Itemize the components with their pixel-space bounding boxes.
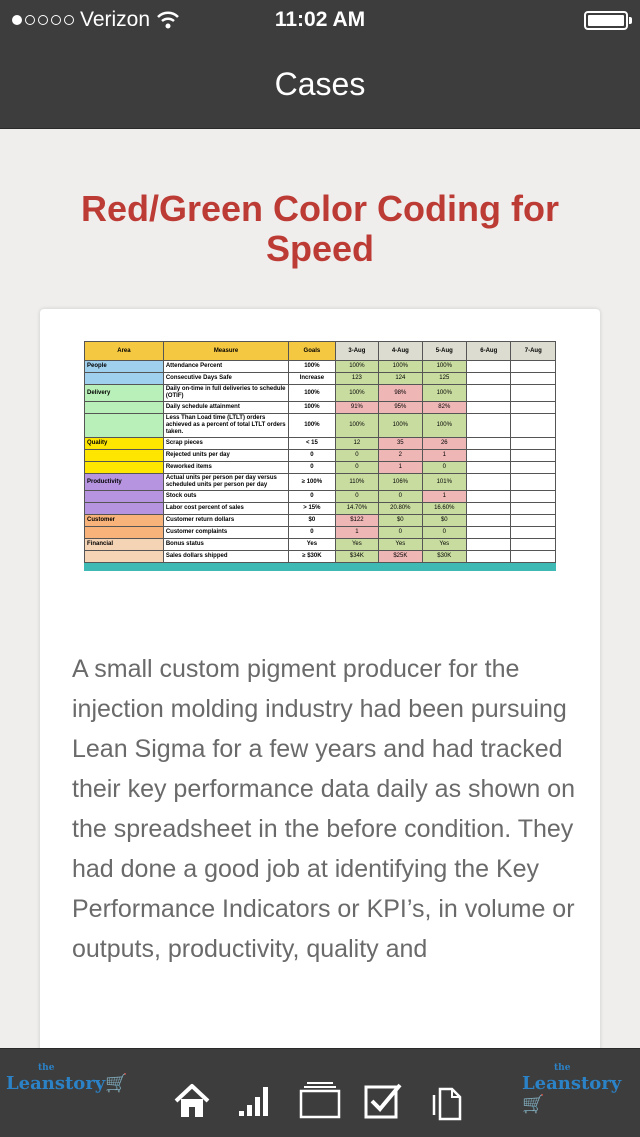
kpi-empty-cell (467, 515, 511, 527)
kpi-empty-cell (511, 539, 556, 551)
kpi-empty-cell (467, 385, 511, 402)
kpi-goal-cell: 100% (289, 385, 335, 402)
kpi-value-cell: 16.60% (422, 503, 466, 515)
kpi-goal-cell: 0 (289, 462, 335, 474)
kpi-goal-cell: ≥ $30K (289, 551, 335, 563)
kpi-value-cell: 82% (422, 402, 466, 414)
kpi-measure-cell: Consecutive Days Safe (163, 373, 288, 385)
kpi-goal-cell: Yes (289, 539, 335, 551)
kpi-empty-cell (511, 515, 556, 527)
kpi-value-cell: 1 (379, 462, 422, 474)
kpi-row (85, 361, 556, 373)
kpi-goal-cell: ≥ 100% (289, 474, 335, 491)
status-bar (0, 0, 640, 40)
kpi-empty-cell (511, 491, 556, 503)
kpi-header-cell: 3-Aug (335, 342, 378, 361)
kpi-area-cell (85, 503, 164, 515)
page-title: Cases (274, 66, 366, 102)
kpi-value-cell: $122 (335, 515, 378, 527)
tab-stats[interactable] (236, 1081, 280, 1125)
battery-icon (584, 11, 628, 30)
spreadsheet-footer-bar (84, 563, 556, 571)
kpi-empty-cell (511, 373, 556, 385)
kpi-value-cell: 0 (379, 491, 422, 503)
kpi-measure-cell: Actual units per person per day versus scheduled units per person per day (163, 474, 288, 491)
kpi-measure-cell: Sales dollars shipped (163, 551, 288, 563)
kpi-value-cell: $34K (335, 551, 378, 563)
kpi-value-cell: 95% (379, 402, 422, 414)
kpi-empty-cell (467, 503, 511, 515)
kpi-value-cell: 101% (422, 474, 466, 491)
tab-home[interactable] (172, 1081, 216, 1125)
kpi-empty-cell (467, 414, 511, 438)
kpi-measure-cell: Daily on-time in full deliveries to schedule (OTIF) (163, 385, 288, 402)
kpi-empty-cell (511, 474, 556, 491)
carrier-name: Verizon (80, 8, 151, 31)
kpi-header-cell: Goals (289, 342, 335, 361)
kpi-area-cell: Financial (85, 539, 164, 551)
article-title: Red/Green Color Coding for Speed (80, 188, 559, 269)
kpi-area-cell (85, 402, 164, 414)
kpi-spreadsheet-image (84, 341, 556, 571)
kpi-empty-cell (511, 527, 556, 539)
kpi-area-cell: People (85, 361, 164, 373)
kpi-row (85, 515, 556, 527)
kpi-value-cell: 100% (335, 361, 378, 373)
kpi-value-cell: 0 (422, 462, 466, 474)
kpi-empty-cell (467, 491, 511, 503)
kpi-empty-cell (511, 551, 556, 563)
bar-chart-icon (236, 1081, 276, 1121)
kpi-empty-cell (511, 402, 556, 414)
kpi-header-cell: 7-Aug (511, 342, 556, 361)
kpi-empty-cell (511, 438, 556, 450)
kpi-row (85, 450, 556, 462)
stacked-pages-icon (298, 1081, 342, 1121)
kpi-value-cell: 100% (335, 414, 378, 438)
kpi-value-cell: 1 (335, 527, 378, 539)
kpi-header-cell: 4-Aug (379, 342, 422, 361)
kpi-area-cell: Customer (85, 515, 164, 527)
kpi-empty-cell (467, 438, 511, 450)
kpi-value-cell: 100% (422, 361, 466, 373)
kpi-header-cell: 5-Aug (422, 342, 466, 361)
kpi-empty-cell (467, 402, 511, 414)
tab-checklist[interactable] (362, 1081, 406, 1125)
kpi-empty-cell (467, 361, 511, 373)
kpi-value-cell: 100% (379, 414, 422, 438)
kpi-value-cell: 26 (422, 438, 466, 450)
kpi-measure-cell: Scrap pieces (163, 438, 288, 450)
kpi-value-cell: 0 (335, 450, 378, 462)
tab-cases[interactable] (298, 1081, 342, 1125)
kpi-measure-cell: Labor cost percent of sales (163, 503, 288, 515)
kpi-area-cell (85, 527, 164, 539)
kpi-row (85, 551, 556, 563)
kpi-measure-cell: Bonus status (163, 539, 288, 551)
tab-documents[interactable] (428, 1081, 472, 1125)
kpi-goal-cell: 100% (289, 402, 335, 414)
kpi-row (85, 402, 556, 414)
kpi-measure-cell: Daily schedule attainment (163, 402, 288, 414)
navigation-bar (0, 40, 640, 129)
kpi-area-cell (85, 373, 164, 385)
kpi-measure-cell: Rejected units per day (163, 450, 288, 462)
kpi-area-cell (85, 462, 164, 474)
kpi-measure-cell: Reworked items (163, 462, 288, 474)
kpi-value-cell: 125 (422, 373, 466, 385)
kpi-row (85, 414, 556, 438)
kpi-empty-cell (511, 503, 556, 515)
kpi-row (85, 462, 556, 474)
kpi-header-cell: 6-Aug (467, 342, 511, 361)
kpi-measure-cell: Customer return dollars (163, 515, 288, 527)
kpi-empty-cell (511, 462, 556, 474)
kpi-value-cell: 110% (335, 474, 378, 491)
kpi-row (85, 474, 556, 491)
kpi-value-cell: 100% (335, 385, 378, 402)
kpi-value-cell: 20.80% (379, 503, 422, 515)
kpi-value-cell: 106% (379, 474, 422, 491)
kpi-value-cell: 12 (335, 438, 378, 450)
kpi-goal-cell: 0 (289, 491, 335, 503)
kpi-value-cell: 98% (379, 385, 422, 402)
kpi-value-cell: 14.70% (335, 503, 378, 515)
kpi-empty-cell (467, 551, 511, 563)
kpi-area-cell (85, 450, 164, 462)
kpi-goal-cell: Increase (289, 373, 335, 385)
kpi-value-cell: 0 (422, 527, 466, 539)
checkbox-icon (362, 1081, 406, 1121)
kpi-empty-cell (467, 462, 511, 474)
kpi-value-cell: $0 (379, 515, 422, 527)
article-scroll-view[interactable] (0, 129, 640, 1049)
kpi-measure-cell: Less Than Load time (LTLT) orders achieved as a percent of total LTLT orders taken. (163, 414, 288, 438)
kpi-value-cell: 0 (335, 462, 378, 474)
kpi-value-cell: 100% (422, 414, 466, 438)
kpi-empty-cell (467, 539, 511, 551)
kpi-table (84, 341, 556, 563)
kpi-value-cell: Yes (335, 539, 378, 551)
leanstory-logo-left: the Leanstory🛒 (6, 1063, 128, 1094)
kpi-goal-cell: 0 (289, 527, 335, 539)
kpi-goal-cell: < 15 (289, 438, 335, 450)
kpi-value-cell: 123 (335, 373, 378, 385)
kpi-goal-cell: 100% (289, 361, 335, 373)
kpi-area-cell (85, 491, 164, 503)
kpi-goal-cell: 100% (289, 414, 335, 438)
kpi-measure-cell: Customer complaints (163, 527, 288, 539)
kpi-empty-cell (511, 450, 556, 462)
kpi-row (85, 539, 556, 551)
article-card (40, 309, 600, 1049)
kpi-area-cell (85, 414, 164, 438)
kpi-header-cell: Measure (163, 342, 288, 361)
kpi-row (85, 385, 556, 402)
kpi-area-cell: Delivery (85, 385, 164, 402)
kpi-goal-cell: $0 (289, 515, 335, 527)
kpi-empty-cell (467, 450, 511, 462)
kpi-value-cell: 1 (422, 450, 466, 462)
kpi-empty-cell (467, 373, 511, 385)
kpi-empty-cell (511, 385, 556, 402)
kpi-goal-cell: > 15% (289, 503, 335, 515)
home-icon (172, 1081, 212, 1121)
kpi-measure-cell: Attendance Percent (163, 361, 288, 373)
kpi-area-cell: Quality (85, 438, 164, 450)
kpi-value-cell: 0 (335, 491, 378, 503)
kpi-row (85, 438, 556, 450)
kpi-empty-cell (511, 414, 556, 438)
kpi-value-cell: Yes (422, 539, 466, 551)
kpi-value-cell: Yes (379, 539, 422, 551)
kpi-value-cell: 124 (379, 373, 422, 385)
kpi-empty-cell (467, 474, 511, 491)
kpi-row (85, 491, 556, 503)
kpi-value-cell: 100% (422, 385, 466, 402)
kpi-value-cell: $30K (422, 551, 466, 563)
leanstory-logo-right: the Leanstory🛒 (522, 1063, 622, 1115)
kpi-value-cell: 100% (379, 361, 422, 373)
document-icon (428, 1081, 468, 1121)
kpi-value-cell: 91% (335, 402, 378, 414)
kpi-value-cell: $25K (379, 551, 422, 563)
kpi-row (85, 527, 556, 539)
kpi-value-cell: 35 (379, 438, 422, 450)
article-body: A small custom pigment producer for the injection molding industry had been pursuing Lean Sigma for a few years and had tracked their key performance data daily as shown on the spreadsheet in the before condition. They had done a good job at identifying the Key Performance Indicators or KPI’s, in volume or outputs, productivity, quality and (72, 655, 576, 963)
kpi-area-cell: Productivity (85, 474, 164, 491)
kpi-value-cell: 1 (422, 491, 466, 503)
kpi-area-cell (85, 551, 164, 563)
kpi-measure-cell: Stock outs (163, 491, 288, 503)
kpi-empty-cell (467, 527, 511, 539)
kpi-empty-cell (511, 361, 556, 373)
kpi-value-cell: 0 (379, 527, 422, 539)
kpi-value-cell: $0 (422, 515, 466, 527)
kpi-row (85, 373, 556, 385)
kpi-value-cell: 2 (379, 450, 422, 462)
kpi-header-cell: Area (85, 342, 164, 361)
clock: 11:02 AM (274, 8, 366, 31)
kpi-row (85, 503, 556, 515)
tab-bar (0, 1048, 640, 1137)
kpi-goal-cell: 0 (289, 450, 335, 462)
